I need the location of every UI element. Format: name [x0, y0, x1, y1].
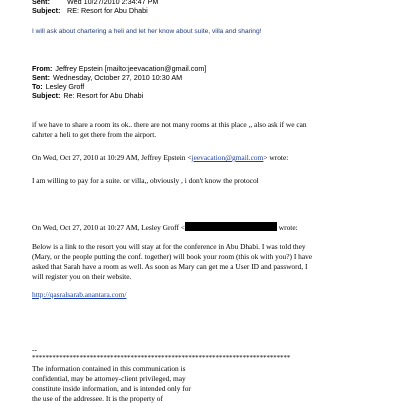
- fwd-from-label: From:: [32, 64, 53, 73]
- quote-2-attribution: [32, 222, 382, 233]
- body-line: will register you on their website.: [32, 272, 132, 281]
- redaction-box: [185, 222, 277, 231]
- resort-link[interactable]: http://qasralsarab.anantara.com/: [32, 290, 127, 299]
- separator-stars: ****************************************************************************: [32, 355, 291, 362]
- quote-2-suffix: wrote:: [276, 223, 298, 232]
- subject-value: RE: Resort for Abu Dhabi: [67, 6, 148, 15]
- fwd-subject-row: [32, 91, 143, 100]
- fwd-sent-row: [32, 73, 182, 82]
- fwd-to-label: To:: [32, 82, 43, 91]
- body-line: Below is a link to the resort you will stay at for the conference in Abu Dhabi. I was told they: [32, 242, 306, 251]
- fwd-subject-value: Re: Resort for Abu Dhabi: [63, 91, 144, 100]
- reply-text: I will ask about chartering a heli and let her know about suite, villa and sharing!: [32, 28, 262, 35]
- body-paragraph-2: I am willing to pay for a suite. or villa,, obviously , i don't know the protocol: [32, 176, 259, 185]
- disclaimer-line: the use of the addressee. It is the property of: [32, 394, 163, 403]
- sent-label: Sent:: [32, 0, 50, 6]
- quote-1-suffix: > wrote:: [263, 153, 289, 162]
- quote-1-attribution: [32, 153, 382, 163]
- fwd-from-value: Jeffrey Epstein [mailto:jeevacation@gmail.com]: [55, 64, 207, 73]
- header-subject-row: [32, 6, 148, 15]
- fwd-sent-value: Wednesday, October 27, 2010 10:30 AM: [52, 73, 183, 82]
- disclaimer-line: constitute inside information, and is intended only for: [32, 384, 191, 393]
- body-line: (Mary, or the people putting the conf. together) will book your room (this ok with you?) I have: [32, 252, 313, 261]
- disclaimer-line: The information contained in this communication is: [32, 364, 186, 373]
- body-line: cahrter a heli to get there from the airport.: [32, 130, 157, 139]
- sent-value: Wed 10/27/2010 2:34:47 PM: [67, 0, 159, 6]
- body-paragraph-3: [32, 242, 382, 282]
- subject-label: Subject:: [32, 6, 61, 15]
- disclaimer-line: confidential, may be attorney-client privileged, may: [32, 374, 186, 383]
- body-paragraph-1: [32, 120, 382, 140]
- disclaimer: [32, 364, 382, 404]
- fwd-sent-label: Sent:: [32, 73, 50, 82]
- quote-1-email-link[interactable]: jeevacation@gmail.com: [191, 153, 264, 162]
- fwd-to-value: Lesley Groff: [45, 82, 85, 91]
- fwd-subject-label: Subject:: [32, 91, 61, 100]
- separator-dash: --: [32, 345, 37, 354]
- quote-2-prefix: On Wed, Oct 27, 2010 at 10:27 AM, Lesley Groff <: [32, 223, 185, 232]
- quote-1-prefix: On Wed, Oct 27, 2010 at 10:29 AM, Jeffrey Epstein <: [32, 153, 192, 162]
- body-line: if we have to share a room its ok.. there are not many rooms at this place ,, also ask if we can: [32, 120, 307, 129]
- body-line: asked that Sarah have a room as well. As soon as Mary can get me a User ID and password, I: [32, 262, 308, 271]
- fwd-to-row: [32, 82, 84, 91]
- resort-link-row: [32, 290, 382, 300]
- fwd-from-row: [32, 64, 206, 73]
